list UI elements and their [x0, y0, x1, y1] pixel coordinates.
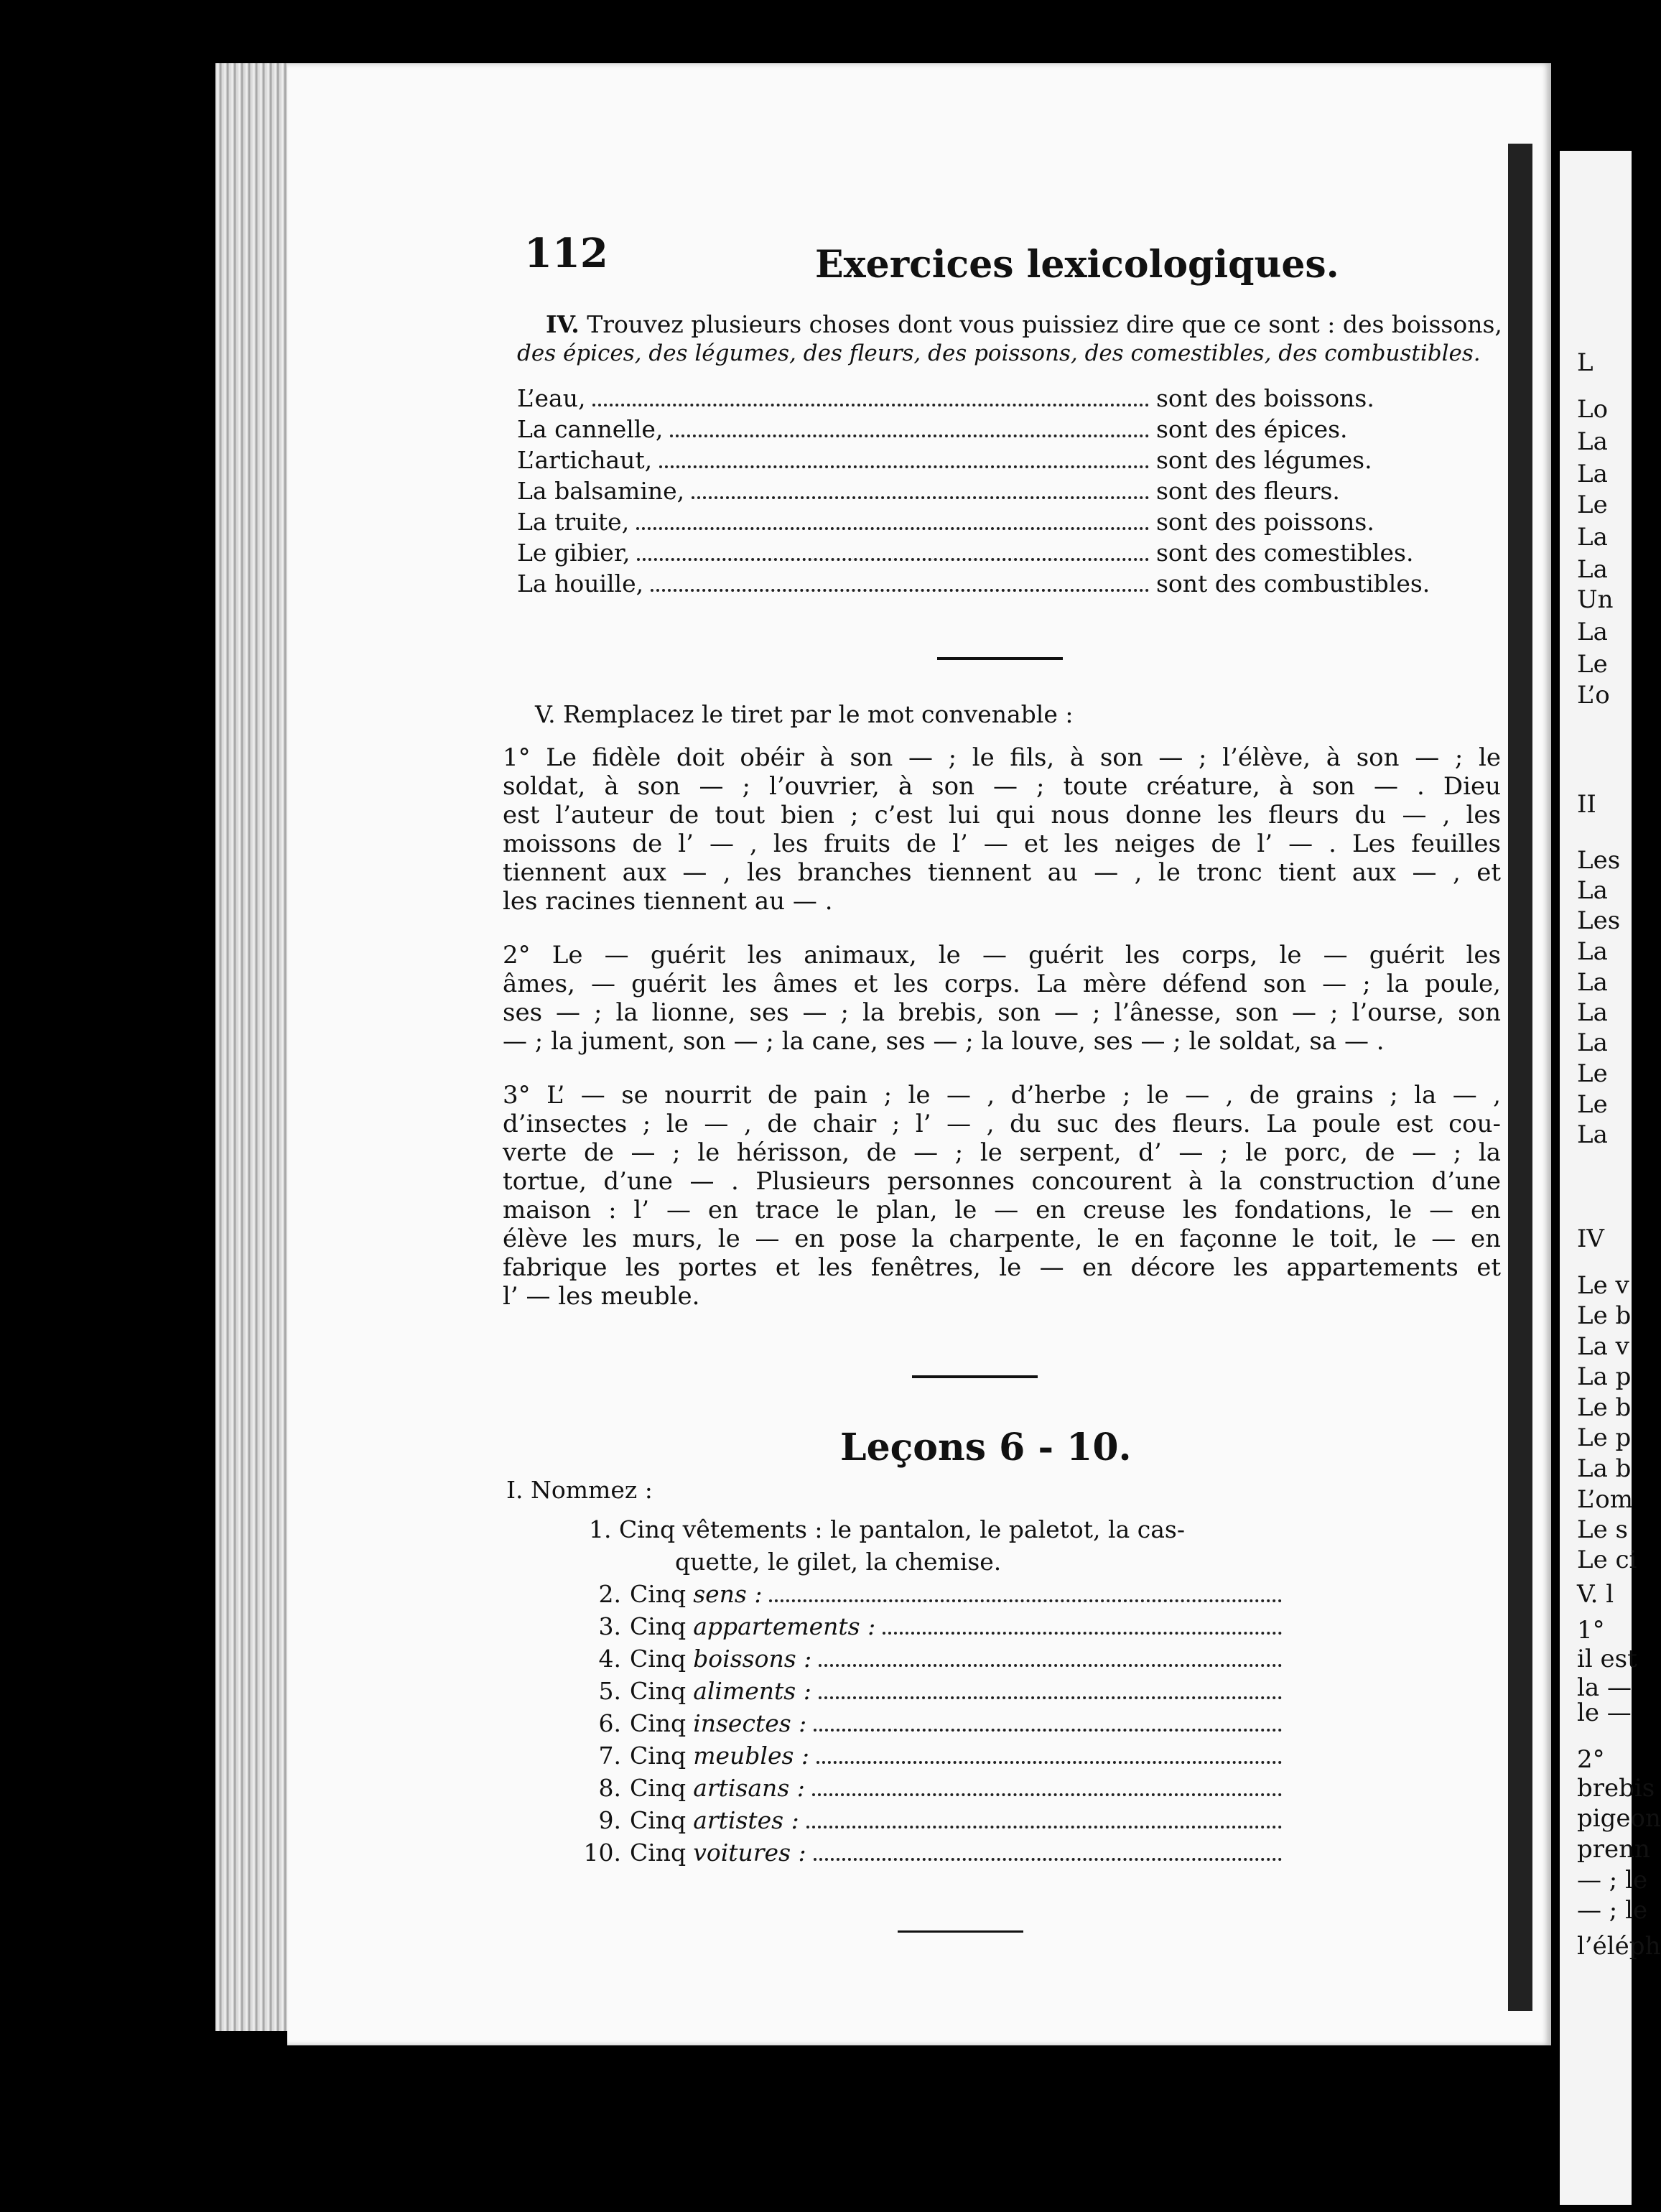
dot-leader [814, 1849, 1282, 1861]
lesson-item [578, 1580, 1289, 1608]
item-number: 10. [583, 1839, 621, 1867]
paragraph-line: 2° Le — guérit les animaux, le — guérit les corps, le — guérit les [503, 941, 1501, 970]
paragraph-line: est l’auteur de tout bien ; c’est lui qui nous donne les fleurs du — , les [503, 801, 1501, 830]
paragraph-line: fabrique les portes et les fenêtres, le — en décore les appartements et [503, 1253, 1501, 1282]
item-number: 4. [598, 1645, 621, 1673]
facing-page-fragment: Lo [1577, 395, 1609, 424]
item-number: 6. [598, 1709, 621, 1737]
item-category: meubles : [693, 1742, 810, 1770]
dot-leader [670, 426, 1149, 437]
facing-page-fragment: il est [1577, 1645, 1637, 1673]
item-category: boissons : [693, 1645, 812, 1673]
dot-leader [814, 1720, 1282, 1732]
paragraph-line: les racines tiennent au — . [503, 887, 833, 916]
section-v-paragraph-3 [503, 1081, 1501, 1311]
facing-page-fragment: Le ci [1577, 1546, 1637, 1574]
row-answer: sont des légumes. [1156, 446, 1372, 474]
facing-page-fragment: La [1577, 998, 1608, 1027]
facing-page-fragment: Le p [1577, 1423, 1632, 1452]
facing-page-fragment: La [1577, 523, 1608, 552]
lessons-title: Leçons 6 - 10. [840, 1426, 1132, 1469]
lesson-item [578, 1774, 1289, 1802]
facing-page-fragment: — ; le [1577, 1896, 1648, 1925]
running-title: Exercices lexicologiques. [815, 243, 1339, 287]
paragraph-line: tortue, d’une — . Plusieurs personnes concourent à la construction d’une [503, 1167, 1501, 1196]
section-v-heading: V. Remplacez le tiret par le mot convenable : [535, 700, 1074, 728]
lesson-item [578, 1645, 1289, 1673]
facing-page-fragment: Le b [1577, 1301, 1632, 1330]
row-item: L’artichaut, [517, 446, 653, 474]
dot-leader [812, 1785, 1282, 1796]
item-category: voitures : [693, 1839, 806, 1867]
item-category: aliments : [693, 1677, 811, 1705]
lesson-item [578, 1709, 1289, 1737]
row-answer: sont des boissons. [1156, 384, 1374, 412]
lesson-item-1-line-2: quette, le gilet, la chemise. [675, 1548, 1002, 1576]
divider [937, 657, 1063, 660]
section-iv-row [517, 384, 1458, 412]
facing-page-fragment: — ; le [1577, 1866, 1648, 1895]
lessons-intro: I. Nommez : [506, 1476, 653, 1504]
item-label: Cinq [630, 1677, 687, 1705]
paragraph-line: ses — ; la lionne, ses — ; la brebis, son — ; l’ânesse, son — ; l’ourse, son [503, 998, 1501, 1027]
facing-page-fragment: Le b [1577, 1393, 1632, 1422]
facing-page-fragment: La p [1577, 1362, 1632, 1391]
section-iv-row [517, 415, 1458, 443]
facing-page-fragment: Le [1577, 1059, 1608, 1088]
facing-page-fragment: Le [1577, 1090, 1608, 1119]
row-item: La cannelle, [517, 415, 664, 443]
dot-leader [592, 395, 1149, 406]
lesson-item [578, 1806, 1289, 1834]
dot-leader [659, 457, 1149, 468]
lesson-item [578, 1612, 1289, 1640]
lesson-item [578, 1839, 1289, 1867]
facing-page-fragment: L’om [1577, 1485, 1633, 1514]
item-label: Cinq [630, 1645, 687, 1673]
item-label: Cinq [630, 1839, 687, 1867]
facing-page-fragment: II [1577, 790, 1596, 819]
divider [912, 1375, 1038, 1378]
facing-page-fragment: 2° [1577, 1745, 1605, 1774]
section-iv-row [517, 570, 1458, 598]
item-label: Cinq [630, 1806, 687, 1834]
item-label: Cinq [630, 1774, 687, 1802]
facing-page-fragment: L’o [1577, 681, 1610, 710]
facing-page-fragment: 1° [1577, 1616, 1605, 1645]
item-number: 8. [598, 1774, 621, 1802]
item-category: artisans : [693, 1774, 805, 1802]
item-number: 2. [598, 1580, 621, 1608]
lesson-item [578, 1677, 1289, 1705]
row-item: La houille, [517, 570, 644, 598]
paragraph-line: d’insectes ; le — , de chair ; l’ — , du suc des fleurs. La poule est cou- [503, 1110, 1501, 1138]
lesson-item [578, 1742, 1289, 1770]
facing-page-fragment: Le v [1577, 1271, 1629, 1300]
facing-page-fragment: IV [1577, 1224, 1604, 1253]
facing-page-fragment: La [1577, 937, 1608, 966]
paragraph-line: âmes, — guérit les âmes et les corps. La mère défend son — ; la poule, [503, 970, 1501, 998]
item-category: sens : [693, 1580, 763, 1608]
page-number: 112 [524, 230, 608, 277]
section-iv-instruction-2: des épices, des légumes, des fleurs, des poissons, des comestibles, des combustibles. [517, 340, 1481, 366]
section-iv-row [517, 508, 1458, 536]
facing-page-fragment: l’éléph [1577, 1932, 1661, 1961]
item-category: appartements : [693, 1612, 876, 1640]
item-label: Cinq [630, 1742, 687, 1770]
facing-page-fragment: prenn [1577, 1835, 1650, 1864]
row-item: Le gibier, [517, 539, 631, 567]
item-number: 5. [598, 1677, 621, 1705]
row-answer: sont des comestibles. [1156, 539, 1414, 567]
row-item: La truite, [517, 508, 630, 536]
facing-page-fragment: La [1577, 1028, 1608, 1057]
section-iv-instruction-1: IV. Trouvez plusieurs choses dont vous puissiez dire que ce sont : des boissons, [546, 310, 1502, 338]
row-answer: sont des poissons. [1156, 508, 1374, 536]
paragraph-line: — ; la jument, son — ; la cane, ses — ; la louve, ses — ; le soldat, sa — . [503, 1027, 1385, 1056]
facing-page-fragment: Les [1577, 846, 1621, 875]
paragraph-line: 3° L’ — se nourrit de pain ; le — , d’herbe ; le — , de grains ; la — , [503, 1081, 1501, 1110]
item-label: Cinq [630, 1709, 687, 1737]
row-item: La balsamine, [517, 477, 685, 505]
facing-page-fragment: Le s [1577, 1515, 1628, 1544]
facing-page-fragment: La v [1577, 1332, 1629, 1361]
facing-page-fragment: Le [1577, 650, 1608, 679]
facing-page-fragment: La [1577, 618, 1608, 646]
paragraph-line: moissons de l’ — , les fruits de l’ — et les neiges de l’ — . Les feuilles [503, 830, 1501, 858]
dot-leader [819, 1655, 1282, 1667]
section-v-paragraph-1 [503, 743, 1501, 916]
paragraph-line: maison : l’ — en trace le plan, le — en creuse les fondations, le — en [503, 1196, 1501, 1224]
section-iv-row [517, 477, 1458, 505]
facing-page-fragment: La [1577, 427, 1608, 456]
facing-page-fragment: V. l [1577, 1580, 1614, 1609]
dot-leader [806, 1817, 1282, 1828]
paragraph-line: l’ — les meuble. [503, 1282, 700, 1311]
facing-page-fragment: pigeon [1577, 1804, 1661, 1833]
facing-page-fragment: La [1577, 1120, 1608, 1149]
row-answer: sont des fleurs. [1156, 477, 1340, 505]
facing-page-fragment: La [1577, 555, 1608, 584]
dot-leader [636, 519, 1149, 530]
facing-page-fragment: Un [1577, 585, 1614, 614]
section-iv-row [517, 539, 1458, 567]
facing-page-fragment: La [1577, 876, 1608, 905]
dot-leader [883, 1623, 1282, 1635]
item-category: artistes : [693, 1806, 799, 1834]
paragraph-line: verte de — ; le hérisson, de — ; le serpent, d’ — ; le porc, de — ; la [503, 1138, 1501, 1167]
divider [898, 1930, 1023, 1933]
section-iv-row [517, 446, 1458, 474]
facing-page-fragment: le — [1577, 1698, 1632, 1727]
dot-leader [816, 1752, 1282, 1764]
dot-leader [637, 549, 1149, 561]
item-number: 9. [598, 1806, 621, 1834]
item-category: insectes : [693, 1709, 807, 1737]
dot-leader [769, 1591, 1282, 1602]
item-label: Cinq [630, 1612, 687, 1640]
paragraph-line: tiennent aux — , les branches tiennent au — , le tronc tient aux — , et [503, 858, 1501, 887]
facing-page-fragment: Les [1577, 906, 1621, 935]
row-item: L’eau, [517, 384, 586, 412]
item-number: 7. [598, 1742, 621, 1770]
dot-leader [819, 1688, 1282, 1699]
paragraph-line: 1° Le fidèle doit obéir à son — ; le fils, à son — ; l’élève, à son — ; le [503, 743, 1501, 772]
facing-page-fragment: La b [1577, 1454, 1632, 1483]
dot-leader [692, 488, 1149, 499]
row-answer: sont des combustibles. [1156, 570, 1430, 598]
book-gutter [1508, 144, 1532, 2011]
paragraph-line: élève les murs, le — en pose la charpente, le en façonne le toit, le — en [503, 1224, 1501, 1253]
paragraph-line: soldat, à son — ; l’ouvrier, à son — ; toute créature, à son — . Dieu [503, 772, 1501, 801]
facing-page-fragment: La [1577, 460, 1608, 488]
lesson-item-1-line-1: 1. Cinq vêtements : le pantalon, le paletot, la cas- [589, 1515, 1185, 1543]
item-label: Cinq [630, 1580, 687, 1608]
facing-page-fragment: La [1577, 968, 1608, 997]
facing-page-fragment: brebis [1577, 1774, 1655, 1803]
item-number: 3. [598, 1612, 621, 1640]
row-answer: sont des épices. [1156, 415, 1348, 443]
facing-page-fragment: la — [1577, 1673, 1632, 1702]
facing-page-fragment: Le [1577, 491, 1608, 519]
section-v-paragraph-2 [503, 941, 1501, 1056]
facing-page-fragment: L [1577, 348, 1593, 377]
dot-leader [651, 580, 1149, 592]
